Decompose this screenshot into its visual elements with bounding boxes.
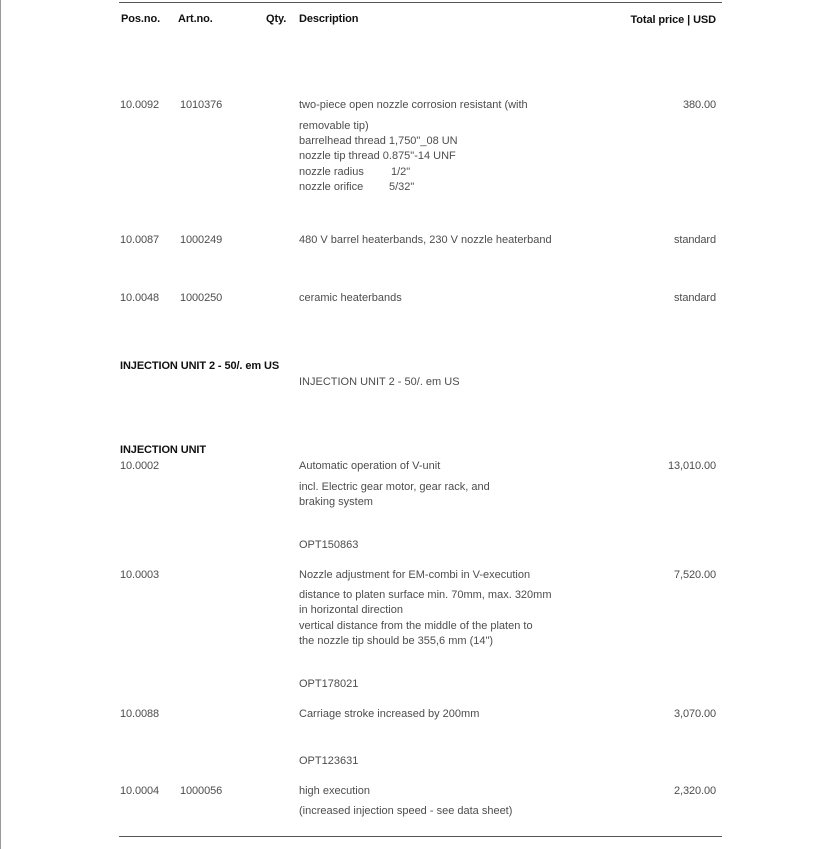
row-pos-no: 10.0003 (120, 569, 160, 581)
row-description-cont: braking system (299, 496, 373, 508)
row-pos-no: 10.0002 (120, 460, 160, 472)
col-header-art-no: Art.no. (178, 13, 213, 25)
spec-nozzle-orifice-label: nozzle orifice (299, 181, 364, 193)
row-description-cont: the nozzle tip should be 355,6 mm (14") (299, 635, 494, 647)
col-header-description: Description (299, 13, 359, 25)
section-heading-injection-unit-2: INJECTION UNIT 2 - 50/. em US (120, 360, 280, 372)
row-price: 2,320.00 (673, 785, 716, 797)
col-header-total-price: Total price | USD (630, 14, 716, 26)
row-price: standard (673, 292, 716, 304)
spec-nozzle-orifice-value: 5/32" (389, 181, 415, 193)
spec-nozzle-tip-thread: nozzle tip thread 0.875"-14 UNF (299, 150, 456, 162)
col-header-pos-no: Pos.no. (121, 13, 161, 25)
row-pos-no: 10.0092 (120, 99, 160, 111)
page-left-edge (0, 0, 1, 849)
row-description-cont: incl. Electric gear motor, gear rack, and (299, 481, 490, 493)
row-art-no: 1000056 (180, 785, 223, 797)
col-header-qty: Qty. (266, 13, 287, 25)
row-price: 13,010.00 (667, 460, 716, 472)
row-pos-no: 10.0004 (120, 785, 160, 797)
row-description-cont: distance to platen surface min. 70mm, max. 320mm (299, 589, 552, 601)
row-description: two-piece open nozzle corrosion resistant (with (299, 99, 528, 111)
row-description-cont: removable tip) (299, 120, 369, 132)
section-description: INJECTION UNIT 2 - 50/. em US (299, 376, 460, 388)
row-art-no: 1000250 (180, 292, 223, 304)
row-art-no: 1010376 (180, 99, 223, 111)
section-heading-injection-unit: INJECTION UNIT (120, 444, 206, 456)
option-code: OPT178021 (299, 678, 359, 690)
row-pos-no: 10.0088 (120, 708, 160, 720)
row-price: 3,070.00 (673, 708, 716, 720)
row-description: ceramic heaterbands (299, 292, 402, 304)
row-art-no: 1000249 (180, 234, 223, 246)
row-price: 380.00 (682, 99, 716, 111)
row-description-cont: in horizontal direction (299, 604, 403, 616)
row-description: Nozzle adjustment for EM-combi in V-execution (299, 569, 531, 581)
row-description: Carriage stroke increased by 200mm (299, 708, 480, 720)
option-code: OPT123631 (299, 755, 359, 767)
footer-bottom-rule (119, 836, 722, 837)
row-description: 480 V barrel heaterbands, 230 V nozzle heaterband (299, 234, 552, 246)
option-code: OPT150863 (299, 539, 359, 551)
row-description-cont: vertical distance from the middle of the platen to (299, 620, 533, 632)
spec-nozzle-radius-value: 1/2" (391, 166, 411, 178)
row-description: high execution (299, 785, 370, 797)
row-price: 7,520.00 (673, 569, 716, 581)
row-pos-no: 10.0087 (120, 234, 160, 246)
row-description: Automatic operation of V-unit (299, 460, 441, 472)
row-description-cont: (increased injection speed - see data sheet) (299, 805, 513, 817)
header-top-rule (119, 2, 722, 3)
spec-nozzle-radius-label: nozzle radius (299, 166, 364, 178)
row-pos-no: 10.0048 (120, 292, 160, 304)
spec-barrelhead-thread: barrelhead thread 1,750"_08 UN (299, 135, 458, 147)
row-price: standard (673, 234, 716, 246)
